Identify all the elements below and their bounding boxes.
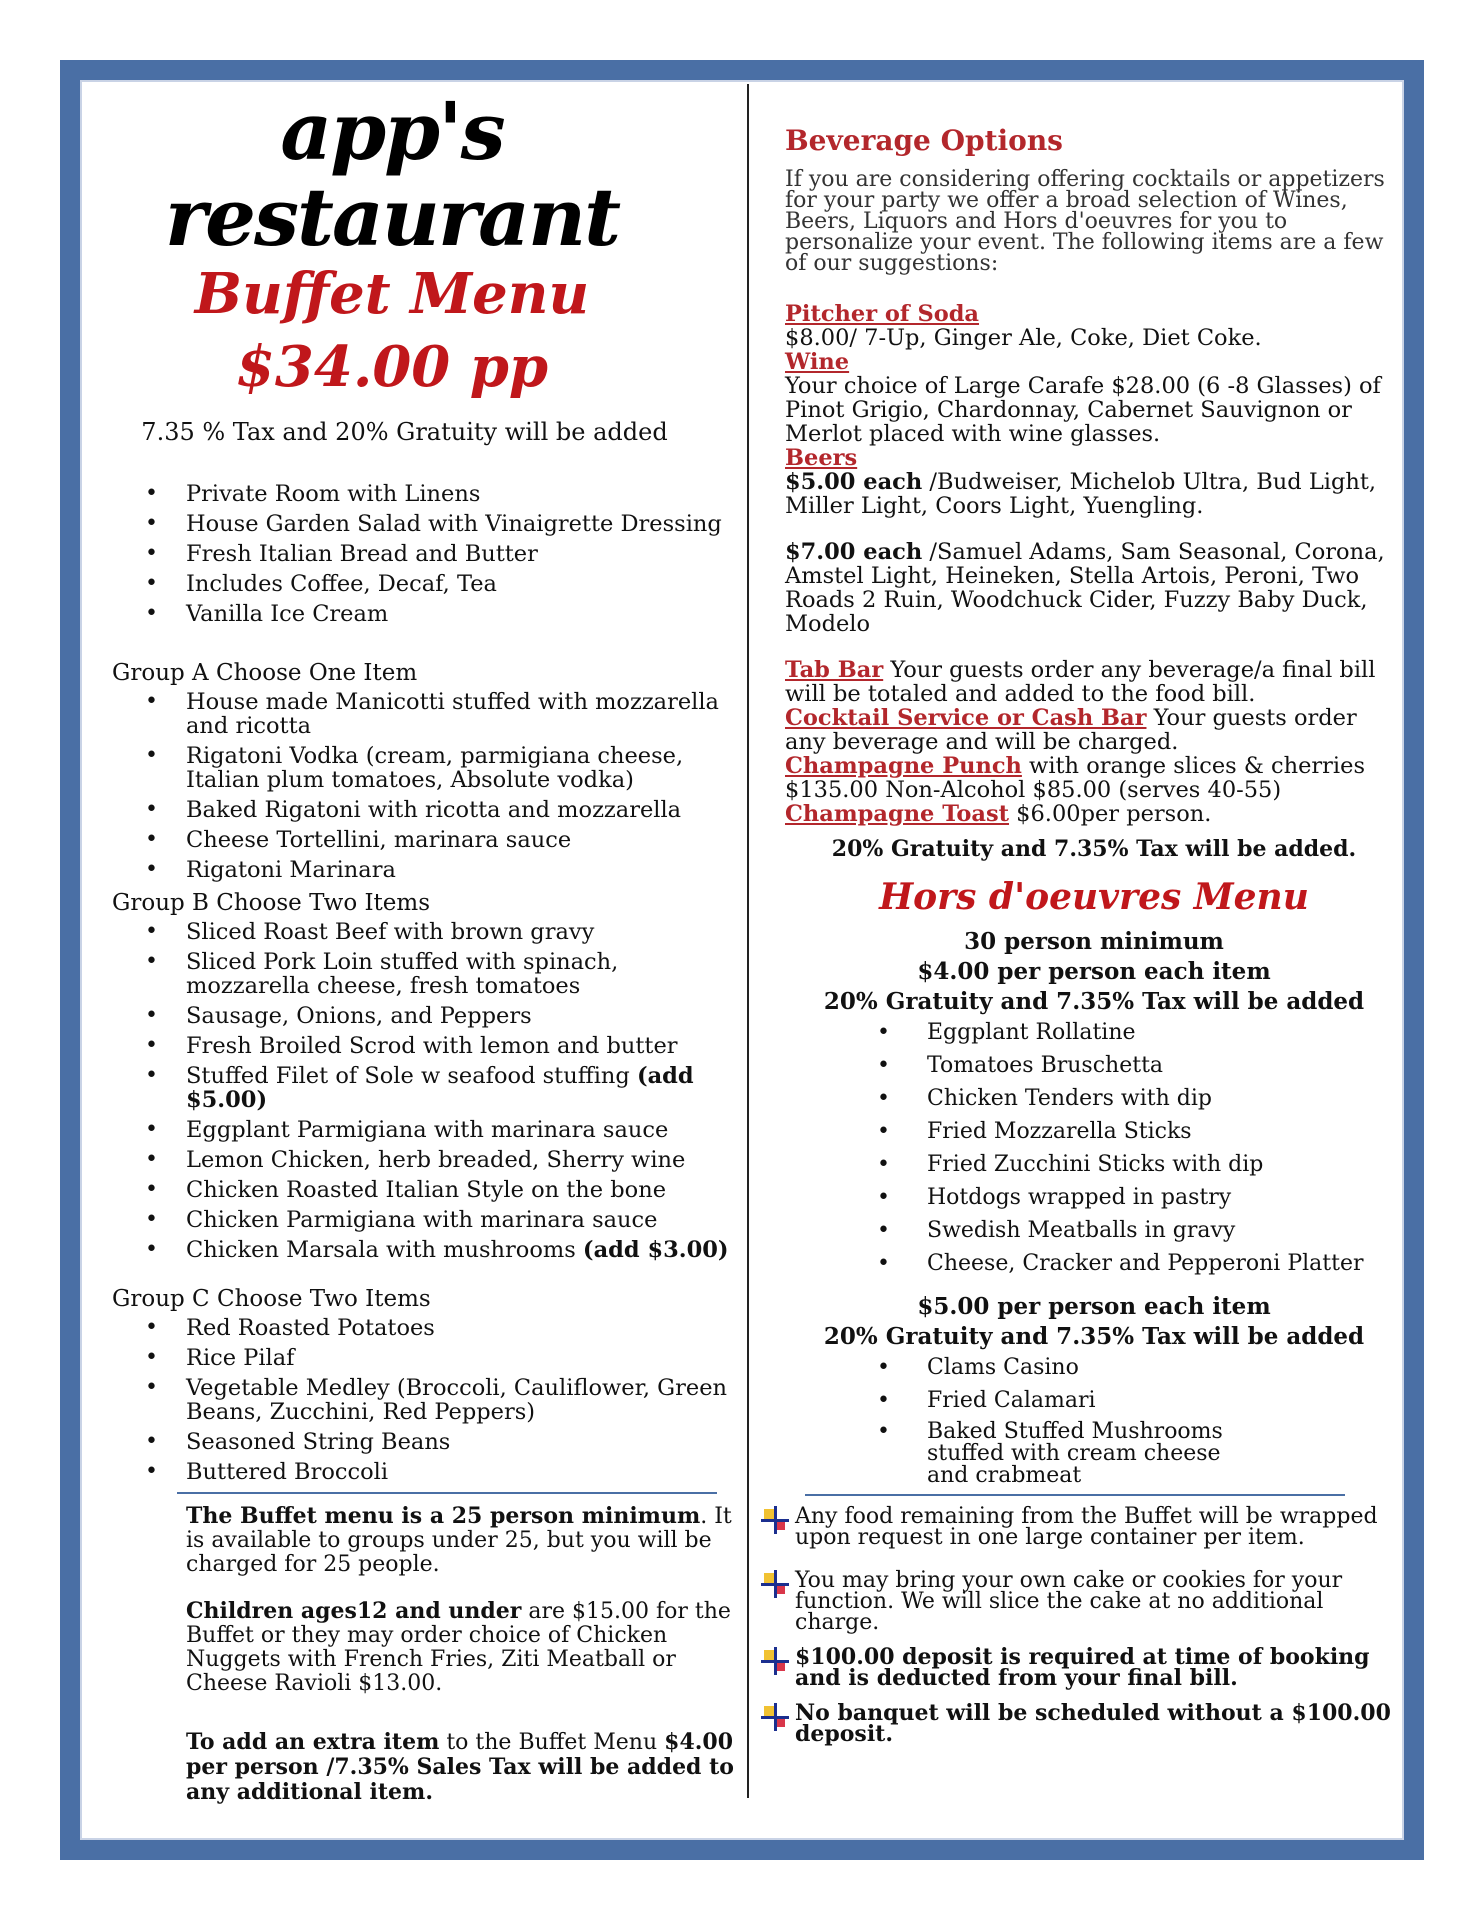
champagne-punch: Champagne Punch with orange slices & cherries $135.00 Non-Alcohol $85.00 (serves 40-55) bbox=[785, 753, 1365, 803]
column-divider bbox=[747, 84, 749, 1798]
champagne-toast: Champagne Toast $6.00per person. bbox=[785, 801, 1212, 827]
hors-gratuity-5: 20% Gratuity and 7.35% Tax will be added bbox=[823, 1323, 1365, 1350]
list-item: • Fresh Italian Bread and Butter bbox=[112, 542, 742, 566]
hors-title: Hors d'oeuvres Menu bbox=[879, 876, 1309, 918]
list-item: • Fried Calamari bbox=[785, 1388, 1403, 1414]
beers-label: Beers bbox=[785, 445, 858, 471]
hors-gratuity-4: 20% Gratuity and 7.35% Tax will be added bbox=[823, 988, 1365, 1015]
section-rule bbox=[177, 1492, 717, 1494]
list-item: • Cheese Tortellini, marinara sauce bbox=[112, 828, 742, 852]
tab-bar: Tab Bar Your guests order any beverage/a final bill will be totaled and added to the food bill. bbox=[785, 657, 1376, 707]
hors-price-4: $4.00 per person each item bbox=[917, 958, 1271, 985]
list-item: • Rigatoni Marinara bbox=[112, 858, 742, 882]
list-item: • Rice Pilaf bbox=[112, 1346, 742, 1370]
bullet-cross-icon bbox=[761, 1506, 789, 1534]
list-item: • Baked Rigatoni with ricotta and mozzarella bbox=[112, 798, 742, 822]
beverage-column bbox=[785, 80, 1403, 1759]
bullet-cross-icon bbox=[761, 1647, 789, 1675]
beers-7: $7.00 each /Samuel Adams, Sam Seasonal, Corona, Amstel Light, Heineken, Stella Artois, Peroni, Two Roads 2 Ruin, Woodchuck Cider, Fuzzy Baby Duck, Modelo bbox=[785, 539, 1385, 637]
leftover-note: Any food remaining from the Buffet will be wrapped upon request in one large container per item. bbox=[785, 1506, 1403, 1548]
list-item: • Chicken Tenders with dip bbox=[785, 1086, 1403, 1112]
soda-text: $8.00/ 7-Up, Ginger Ale, Coke, Diet Coke. bbox=[785, 325, 1262, 351]
hors-minimum: 30 person minimum bbox=[964, 928, 1224, 955]
list-item: • Hotdogs wrapped in pastry bbox=[785, 1185, 1403, 1211]
group-a-list bbox=[112, 690, 742, 882]
section-rule bbox=[805, 1494, 1345, 1496]
group-a-heading: Group A Choose One Item bbox=[112, 660, 418, 686]
list-item: • Sliced Roast Beef with brown gravy bbox=[112, 920, 742, 944]
list-item: • Chicken Marsala with mushrooms (add $3.00) bbox=[112, 1238, 742, 1262]
list-item: • Includes Coffee, Decaf, Tea bbox=[112, 572, 742, 596]
no-banquet-note: No banquet will be scheduled without a $100.00 deposit. bbox=[785, 1703, 1403, 1745]
beers-5: $5.00 each /Budweiser, Michelob Ultra, Bud Light, Miller Light, Coors Light, Yuengling. bbox=[785, 469, 1377, 519]
list-item: • Buttered Broccoli bbox=[112, 1460, 742, 1484]
list-item: • Rigatoni Vodka (cream, parmigiana cheese, Italian plum tomatoes, Absolute vodka) bbox=[112, 744, 742, 792]
list-item: • House Garden Salad with Vinaigrette Dressing bbox=[112, 512, 742, 536]
deposit-note: $100.00 deposit is required at time of booking and is deducted from your final bill. bbox=[785, 1647, 1403, 1689]
list-item: • Eggplant Rollatine bbox=[785, 1020, 1403, 1046]
buffet-tax-note: 7.35 % Tax and 20% Gratuity will be added bbox=[141, 418, 668, 446]
list-item: • Clams Casino bbox=[785, 1355, 1403, 1381]
wine-text: Your choice of Large Carafe $28.00 (6 -8 Glasses) of Pinot Grigio, Chardonnay, Cabernet Sauvignon or Merlot placed with wine glasses. bbox=[785, 373, 1381, 447]
hors-list-5 bbox=[785, 1355, 1403, 1487]
list-item: • Red Roasted Potatoes bbox=[112, 1316, 742, 1340]
list-item: • Fried Zucchini Sticks with dip bbox=[785, 1152, 1403, 1178]
list-item: • Vanilla Ice Cream bbox=[112, 602, 742, 626]
list-item: • Swedish Meatballs in gravy bbox=[785, 1218, 1403, 1244]
minimum-note: The Buffet menu is a 25 person minimum. It is available to groups under 25, but you will be charged for 25 people. bbox=[186, 1503, 732, 1577]
bullet-cross-icon bbox=[761, 1703, 789, 1731]
beverage-title: Beverage Options bbox=[785, 124, 1063, 157]
group-c-list bbox=[112, 1316, 742, 1484]
list-item: • Tomatoes Bruschetta bbox=[785, 1053, 1403, 1079]
list-item: • Seasoned String Beans bbox=[112, 1430, 742, 1454]
buffet-column bbox=[112, 80, 742, 1827]
children-note: Children ages12 and under are $15.00 for the Buffet or they may order choice of Chicken Nuggets with French Fries, Ziti Meatball or Cheese Ravioli $13.00. bbox=[186, 1598, 731, 1696]
extra-item-note: To add an extra item to the Buffet Menu $4.00 per person /7.35% Sales Tax will be added to any additional item. bbox=[186, 1729, 734, 1805]
list-item: • Sliced Pork Loin stuffed with spinach, mozzarella cheese, fresh tomatoes bbox=[112, 950, 742, 998]
hors-list-4 bbox=[785, 1020, 1403, 1277]
list-item: • House made Manicotti stuffed with mozzarella and ricotta bbox=[112, 690, 742, 738]
soda-label: Pitcher of Soda bbox=[785, 301, 980, 327]
group-b-heading: Group B Choose Two Items bbox=[112, 890, 431, 916]
bullet-cross-icon bbox=[761, 1570, 789, 1598]
included-list bbox=[112, 482, 742, 626]
group-c-heading: Group C Choose Two Items bbox=[112, 1286, 431, 1312]
list-item: • Sausage, Onions, and Peppers bbox=[112, 1004, 742, 1028]
group-b-list bbox=[112, 920, 742, 1262]
beverage-intro: If you are considering offering cocktails or appetizers for your party we offer a broad selection of Wines, Beers, Liquors and Hors d'oeuvres for you to personalize your event. The following items are a few of our suggestions: bbox=[785, 167, 1385, 276]
list-item: • Private Room with Linens bbox=[112, 482, 742, 506]
list-item: • Stuffed Filet of Sole w seafood stuffing (add $5.00) bbox=[112, 1064, 742, 1112]
list-item: • Chicken Parmigiana with marinara sauce bbox=[112, 1208, 742, 1232]
beverage-gratuity: 20% Gratuity and 7.35% Tax will be added. bbox=[831, 836, 1357, 862]
hors-price-5: $5.00 per person each item bbox=[917, 1293, 1271, 1320]
list-item: • Eggplant Parmigiana with marinara sauce bbox=[112, 1118, 742, 1142]
list-item: • Fried Mozzarella Sticks bbox=[785, 1119, 1403, 1145]
wine-label: Wine bbox=[785, 349, 850, 375]
list-item: • Vegetable Medley (Broccoli, Cauliflower, Green Beans, Zucchini, Red Peppers) bbox=[112, 1376, 742, 1424]
list-item: • Cheese, Cracker and Pepperoni Platter bbox=[785, 1251, 1403, 1277]
list-item: • Fresh Broiled Scrod with lemon and butter bbox=[112, 1034, 742, 1058]
buffet-menu-title: Buffet Menu bbox=[194, 261, 590, 327]
list-item: • Baked Stuffed Mushrooms stuffed with cream cheese and crabmeat bbox=[785, 1421, 1257, 1487]
cake-note: You may bring your own cake or cookies for your function. We will slice the cake at no additional charge. bbox=[785, 1570, 1403, 1633]
list-item: • Lemon Chicken, herb breaded, Sherry wine bbox=[112, 1148, 742, 1172]
restaurant-name: app's restaurant bbox=[164, 84, 620, 264]
list-item: • Chicken Roasted Italian Style on the bone bbox=[112, 1178, 742, 1202]
cocktail-service: Cocktail Service or Cash Bar Your guests order any beverage and will be charged. bbox=[785, 705, 1357, 755]
buffet-price: $34.00 pp bbox=[235, 334, 549, 400]
